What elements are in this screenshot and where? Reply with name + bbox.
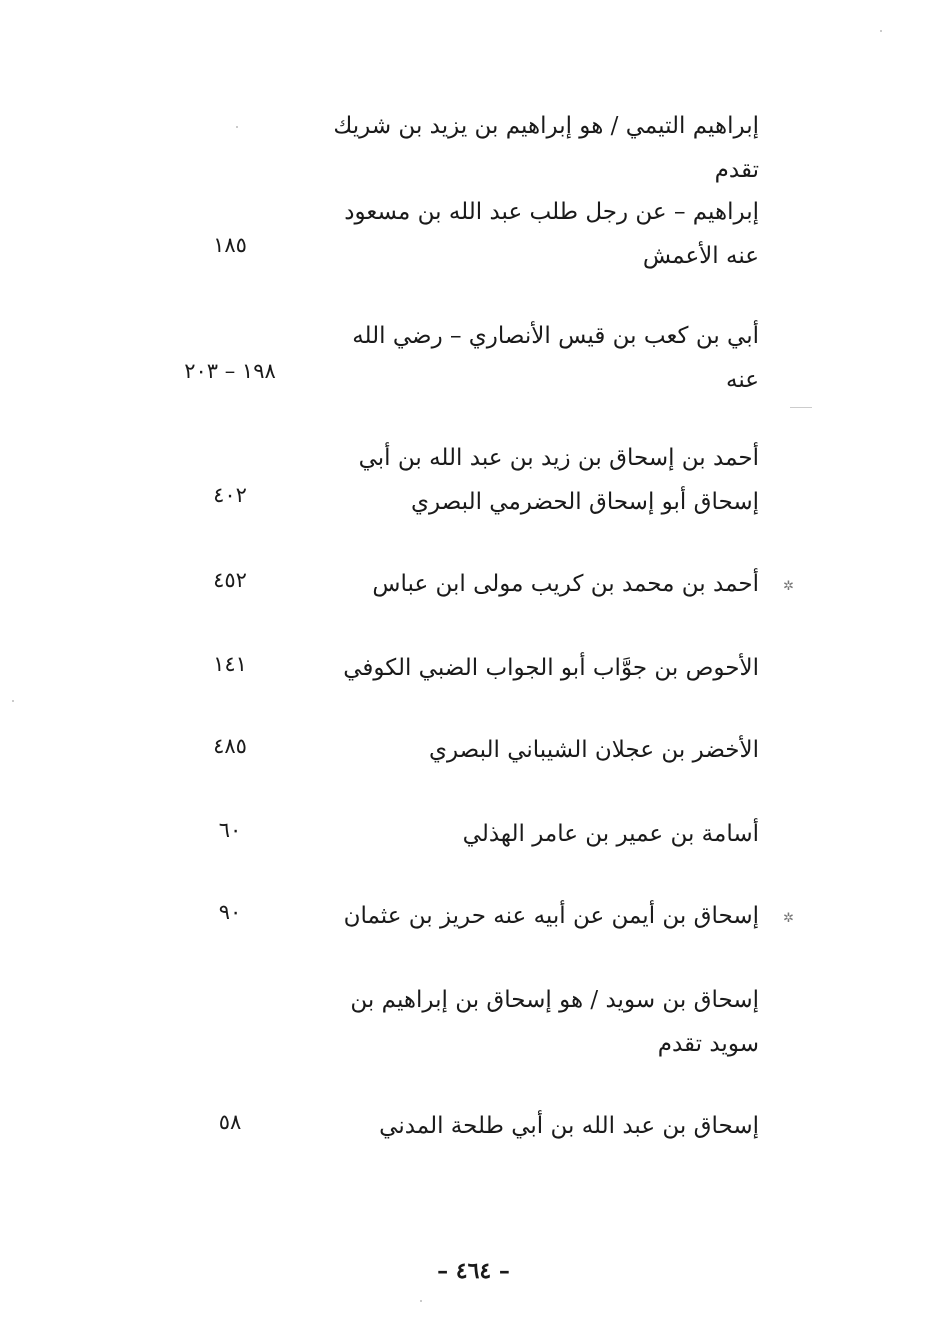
index-entry [339,978,759,1066]
entry-line: إسحاق بن سويد / هو إسحاق بن إبراهيم بن [350,987,759,1013]
page-reference: ٤٨٥ [213,734,247,758]
entry-line: تقدم [714,157,759,183]
entry-line: أبي بن كعب بن قيس الأنصاري – رضي الله [352,323,759,349]
star-marker-icon: ✲ [783,579,794,594]
entry-line: إسحاق بن عبد الله بن أبي طلحة المدني [379,1113,759,1139]
page-reference: ٥٨ [218,1110,242,1134]
index-entry [339,728,759,772]
page-reference: ٦٠ [218,818,242,842]
entry-line: سويد تقدم [657,1031,759,1057]
entry-line: إبراهيم التيمي / هو إبراهيم بن يزيد بن شريك [333,113,759,139]
page-number: – ٤٦٤ – [437,1258,510,1284]
index-entry [339,562,759,606]
entry-line: عنه [726,367,759,393]
page-reference: ١٨٥ [213,233,247,257]
index-entry [339,894,759,938]
index-entry [339,812,759,856]
index-entry [339,190,759,278]
page-reference: ٩٠ [218,900,242,924]
entry-line: أسامة بن عمير بن عامر الهذلي [462,821,759,847]
page-reference: ١٤١ [213,652,247,676]
entry-line: إسحاق أبو إسحاق الحضرمي البصري [411,489,759,515]
scan-mark [790,407,812,408]
entry-line: عنه الأعمش [642,243,759,269]
entry-line: أحمد بن محمد بن كريب مولى ابن عباس [372,571,759,597]
scan-speck [880,30,882,32]
index-entry [339,436,759,524]
entry-line: أحمد بن إسحاق بن زيد بن عبد الله بن أبي [358,445,759,471]
scan-speck [12,700,14,702]
index-entry [339,1104,759,1148]
index-entry [339,314,759,402]
page-reference: ٤٥٢ [213,568,247,592]
page-reference: ٤٠٢ [213,483,247,507]
entry-line: إسحاق بن أيمن عن أبيه عنه حريز بن عثمان [343,903,759,929]
entry-line: الأخضر بن عجلان الشيباني البصري [428,737,759,763]
scan-speck [420,1300,422,1302]
entry-line: إبراهيم – عن رجل طلب عبد الله بن مسعود [344,199,759,225]
entry-line: الأحوص بن جوَّاب أبو الجواب الضبي الكوفي [343,655,759,681]
index-entry [339,646,759,690]
scan-speck [236,126,238,128]
page-reference: ١٩٨ – ٢٠٣ [184,359,276,383]
star-marker-icon: ✲ [783,911,794,926]
index-entry [333,104,759,192]
